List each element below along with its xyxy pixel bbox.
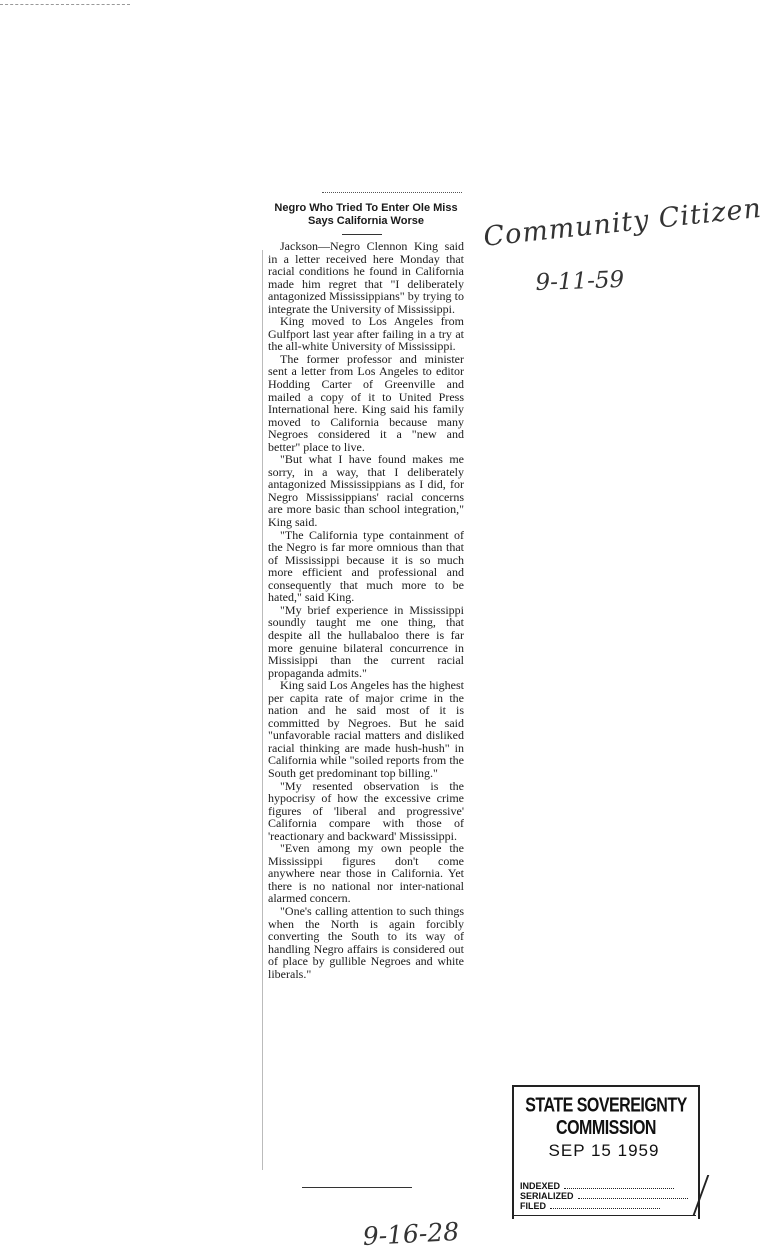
dotted-line: [550, 1208, 660, 1209]
paragraph: "The California type containment of the Negro is far more omnious than that of Mississippi because it is so much more efficient and professional and consequently that much more to be hated," said King.: [268, 527, 464, 605]
stamp-row-filed: [520, 1201, 696, 1211]
stamp-bottom-line: [512, 1215, 696, 1216]
paragraph: "My brief experience in Mississippi soundly taught me one thing, that despite all the hullabaloo there is far more genuine bilateral concurrence in Missisippi than the current racial propaganda admits.": [268, 602, 464, 680]
article-body: [268, 240, 464, 980]
headline-rule: [342, 234, 382, 235]
stamp-label-filed: FILED: [520, 1201, 546, 1211]
paragraph: King said Los Angeles has the highest per capita rate of major crime in the nation and he said most of it is committed by Negroes. But he said "unfavorable racial matters and disliked racial thinking are made hush-hush" in California while "soiled reports from the South get predominant top billing.": [268, 678, 464, 780]
stamp-title: STATE SOVEREIGNTY COMMISSION: [525, 1095, 687, 1139]
handwritten-date-bottom: 9-16-28: [362, 1216, 460, 1251]
handwritten-source: Community Citizen: [482, 192, 763, 253]
clip-edge: [262, 250, 264, 1170]
paragraph: Jackson—Negro Clennon King said in a letter received here Monday that racial conditions he found in California made him regret that "I deliberately antagonized Mississippians" by trying to integrate the University of Mississippi.: [268, 239, 464, 316]
paragraph: "My resented observation is the hypocrisy of how the excessive crime figures of 'liberal and progressive' California compare with those of 'reactionary and backward' Mississippi.: [268, 778, 464, 843]
newspaper-clipping: [262, 190, 474, 1190]
paragraph: King moved to Los Angeles from Gulfport last year after failing in a try at the all-white University of Mississippi.: [268, 314, 464, 354]
handwritten-date-top: 9-11-59: [535, 266, 625, 296]
stamp-row-serialized: [520, 1191, 696, 1201]
top-rule: [322, 192, 462, 193]
end-rule: [302, 1187, 412, 1188]
commission-stamp: [512, 1085, 700, 1225]
stamp-label-indexed: INDEXED: [520, 1181, 561, 1191]
headline: Negro Who Tried To Enter Ole Miss Says California Worse: [274, 202, 458, 227]
paragraph: The former professor and minister sent a letter from Los Angeles to editor Hodding Carter of Greenville and mailed a copy of it to United Press International here. King said his family moved to California because many Negroes considered it a "new and better" place to live.: [268, 351, 464, 454]
paragraph: "One's calling attention to such things when the North is again forcibly converting the South to its way of handling Negro affairs is considered out of place by gullible Negroes and white liberals.": [268, 903, 464, 981]
scan-edge-mark: [0, 4, 130, 6]
dotted-line: [578, 1198, 688, 1199]
stamp-label-serialized: SERIALIZED: [520, 1191, 574, 1201]
stamp-row-indexed: [520, 1181, 696, 1191]
paragraph: "But what I have found makes me sorry, in a way, that I deliberately antagonized Mississippians as I did, for Negro Mississippians' racial concerns are more basic than school integration," King said.: [268, 452, 464, 530]
dotted-line: [564, 1188, 674, 1189]
paragraph: "Even among my own people the Mississippi figures don't come anywhere near those in California. Yet there is no national nor inter-national alarmed concern.: [268, 841, 464, 906]
stamp-date: SEP 15 1959: [548, 1141, 660, 1160]
